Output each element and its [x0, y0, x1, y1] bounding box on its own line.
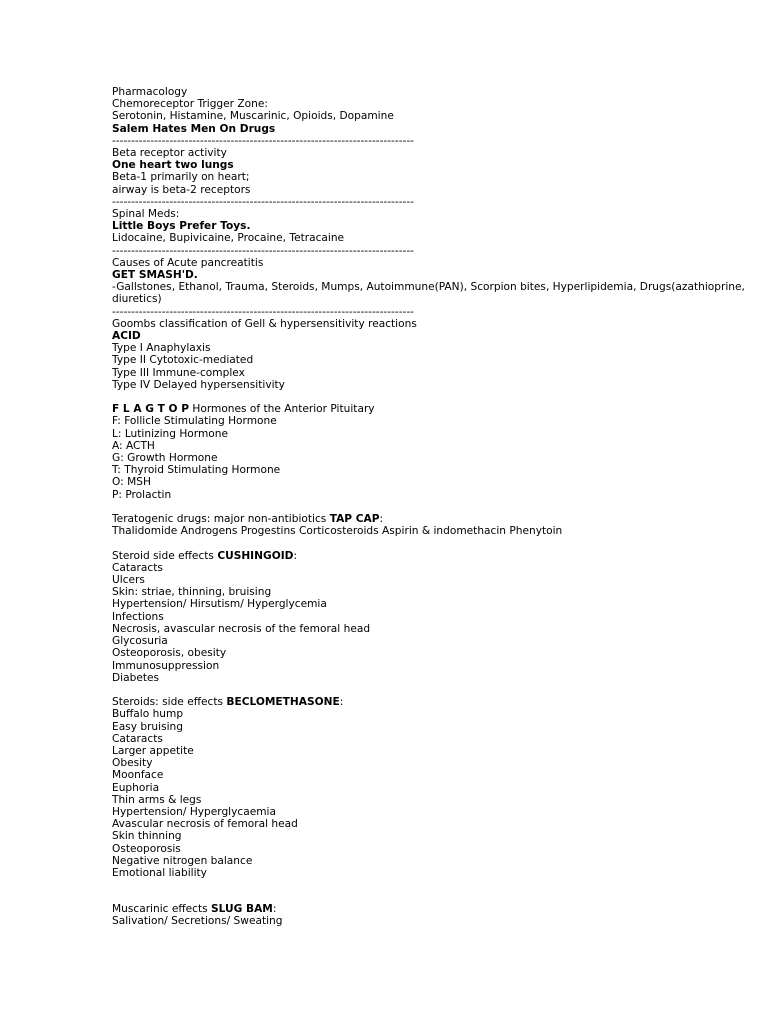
- line-text: Beta receptor activity: [112, 147, 227, 160]
- blank-line: [112, 537, 752, 549]
- line-text: Avascular necrosis of femoral head: [112, 818, 298, 831]
- mnemonic-text: ACID: [112, 330, 141, 343]
- text-line: [112, 159, 752, 171]
- line-text: -------------------------------------------------------------------------------: [112, 195, 414, 208]
- text-line: [112, 123, 752, 135]
- text-line: [112, 464, 752, 476]
- text-line: [112, 415, 752, 427]
- line-text: Osteoporosis: [112, 842, 181, 855]
- line-text: Beta-1 primarily on heart;: [112, 171, 250, 184]
- text-line: [112, 208, 752, 220]
- separator-line: [112, 306, 752, 318]
- line-text: Glycosuria: [112, 635, 168, 648]
- text-line: [112, 367, 752, 379]
- line-text: -Gallstones, Ethanol, Trauma, Steroids, Mumps, Autoimmune(PAN), Scorpion bites, Hyperlipidemia, Drugs(azathioprine, diuretics): [112, 281, 745, 306]
- line-text: A: ACTH: [112, 439, 155, 452]
- text-line: [112, 574, 752, 586]
- blank-line: [112, 684, 752, 696]
- text-line: [112, 171, 752, 183]
- text-line: [112, 843, 752, 855]
- line-suffix: :: [379, 513, 384, 526]
- line-text: Serotonin, Histamine, Muscarinic, Opioids, Dopamine: [112, 110, 394, 123]
- line-prefix: Muscarinic effects: [112, 903, 212, 916]
- blank-line: [112, 391, 752, 403]
- line-text: Euphoria: [112, 781, 160, 794]
- text-line: [112, 489, 752, 501]
- text-line: [112, 562, 752, 574]
- line-text: Immunosuppression: [112, 659, 220, 672]
- mnemonic-text: F L A G T O P: [112, 403, 190, 416]
- line-text: -------------------------------------------------------------------------------: [112, 305, 414, 318]
- text-line: [112, 184, 752, 196]
- line-text: F: Follicle Stimulating Hormone: [112, 415, 277, 428]
- line-text: Buffalo hump: [112, 708, 184, 721]
- text-line: [112, 452, 752, 464]
- text-line: [112, 867, 752, 879]
- separator-line: [112, 245, 752, 257]
- line-suffix: :: [339, 696, 344, 709]
- text-line: [112, 623, 752, 635]
- text-line: [112, 513, 752, 525]
- text-line: [112, 806, 752, 818]
- line-text: Negative nitrogen balance: [112, 854, 253, 867]
- line-prefix: Steroids: side effects: [112, 696, 227, 709]
- line-text: L: Lutinizing Hormone: [112, 427, 228, 440]
- text-line: [112, 403, 752, 415]
- text-line: [112, 660, 752, 672]
- line-text: Cataracts: [112, 561, 163, 574]
- line-text: O: MSH: [112, 476, 151, 489]
- line-text: Chemoreceptor Trigger Zone:: [112, 98, 268, 111]
- text-line: [112, 476, 752, 488]
- text-line: [112, 721, 752, 733]
- line-text: Osteoporosis, obesity: [112, 647, 227, 660]
- text-line: [112, 110, 752, 122]
- text-line: [112, 672, 752, 684]
- text-line: [112, 440, 752, 452]
- line-text: T: Thyroid Stimulating Hormone: [112, 464, 281, 477]
- text-line: [112, 257, 752, 269]
- line-text: G: Growth Hormone: [112, 452, 218, 465]
- line-text: Lidocaine, Bupivicaine, Procaine, Tetracaine: [112, 232, 345, 245]
- line-text: Type II Cytotoxic-mediated: [112, 354, 254, 367]
- separator-line: [112, 196, 752, 208]
- line-text: Type III Immune-complex: [112, 366, 245, 379]
- text-line: [112, 757, 752, 769]
- line-text: Goombs classification of Gell & hypersensitivity reactions: [112, 317, 417, 330]
- separator-line: [112, 135, 752, 147]
- blank-line: [112, 501, 752, 513]
- line-text: Larger appetite: [112, 744, 194, 757]
- text-line: [112, 232, 752, 244]
- line-text: Skin thinning: [112, 830, 182, 843]
- line-text: Emotional liability: [112, 866, 207, 879]
- line-text: Spinal Meds:: [112, 208, 180, 221]
- text-line: [112, 830, 752, 842]
- text-line: [112, 330, 752, 342]
- text-line: [112, 586, 752, 598]
- text-line: [112, 269, 752, 281]
- line-text: Easy bruising: [112, 720, 183, 733]
- text-line: [112, 379, 752, 391]
- text-line: [112, 647, 752, 659]
- line-text: Diabetes: [112, 671, 160, 684]
- text-line: [112, 745, 752, 757]
- mnemonic-text: GET SMASH'D.: [112, 269, 198, 282]
- line-text: Infections: [112, 610, 164, 623]
- mnemonic-text: One heart two lungs: [112, 159, 234, 172]
- line-text: Hypertension/ Hyperglycaemia: [112, 805, 276, 818]
- text-line: [112, 318, 752, 330]
- mnemonic-text: SLUG BAM: [211, 903, 273, 916]
- text-line: [112, 525, 752, 537]
- text-line: [112, 220, 752, 232]
- line-text: -------------------------------------------------------------------------------: [112, 244, 414, 257]
- text-line: [112, 86, 752, 98]
- text-line: [112, 733, 752, 745]
- line-text: P: Prolactin: [112, 488, 172, 501]
- line-prefix: Steroid side effects: [112, 549, 218, 562]
- text-line: [112, 342, 752, 354]
- text-line: [112, 428, 752, 440]
- text-line: [112, 635, 752, 647]
- line-text: Salivation/ Secretions/ Sweating: [112, 915, 283, 928]
- text-line: [112, 281, 752, 305]
- text-line: [112, 550, 752, 562]
- line-text: airway is beta-2 receptors: [112, 183, 251, 196]
- line-text: Pharmacology: [112, 86, 188, 98]
- mnemonic-text: TAP CAP: [329, 513, 380, 526]
- text-line: [112, 354, 752, 366]
- text-line: [112, 818, 752, 830]
- line-prefix: Teratogenic drugs: major non-antibiotics: [112, 513, 330, 526]
- line-text: Type IV Delayed hypersensitivity: [112, 378, 285, 391]
- text-line: [112, 794, 752, 806]
- line-suffix: :: [272, 903, 277, 916]
- line-text: Ulcers: [112, 574, 145, 587]
- line-text: Type I Anaphylaxis: [112, 342, 211, 355]
- text-line: [112, 782, 752, 794]
- line-text: Necrosis, avascular necrosis of the femoral head: [112, 622, 371, 635]
- line-suffix: :: [293, 549, 298, 562]
- text-line: [112, 147, 752, 159]
- line-text: Causes of Acute pancreatitis: [112, 256, 264, 269]
- line-suffix: Hormones of the Anterior Pituitary: [189, 403, 375, 416]
- text-line: [112, 769, 752, 781]
- text-line: [112, 708, 752, 720]
- text-line: [112, 696, 752, 708]
- text-line: [112, 915, 752, 927]
- mnemonic-text: Little Boys Prefer Toys.: [112, 220, 251, 233]
- line-text: Skin: striae, thinning, bruising: [112, 586, 272, 599]
- line-text: Hypertension/ Hirsutism/ Hyperglycemia: [112, 598, 327, 611]
- document-page: [112, 86, 752, 928]
- text-line: [112, 598, 752, 610]
- mnemonic-text: BECLOMETHASONE: [226, 696, 340, 709]
- text-line: [112, 611, 752, 623]
- line-text: Thalidomide Androgens Progestins Corticosteroids Aspirin & indomethacin Phenytoin: [112, 525, 563, 538]
- line-text: Cataracts: [112, 732, 163, 745]
- blank-line: [112, 879, 752, 903]
- mnemonic-text: CUSHINGOID: [217, 549, 294, 562]
- text-line: [112, 903, 752, 915]
- text-line: [112, 98, 752, 110]
- line-text: -------------------------------------------------------------------------------: [112, 134, 414, 147]
- line-text: Moonface: [112, 769, 164, 782]
- mnemonic-text: Salem Hates Men On Drugs: [112, 122, 276, 135]
- line-text: Obesity: [112, 757, 153, 770]
- line-text: Thin arms & legs: [112, 793, 202, 806]
- text-line: [112, 855, 752, 867]
